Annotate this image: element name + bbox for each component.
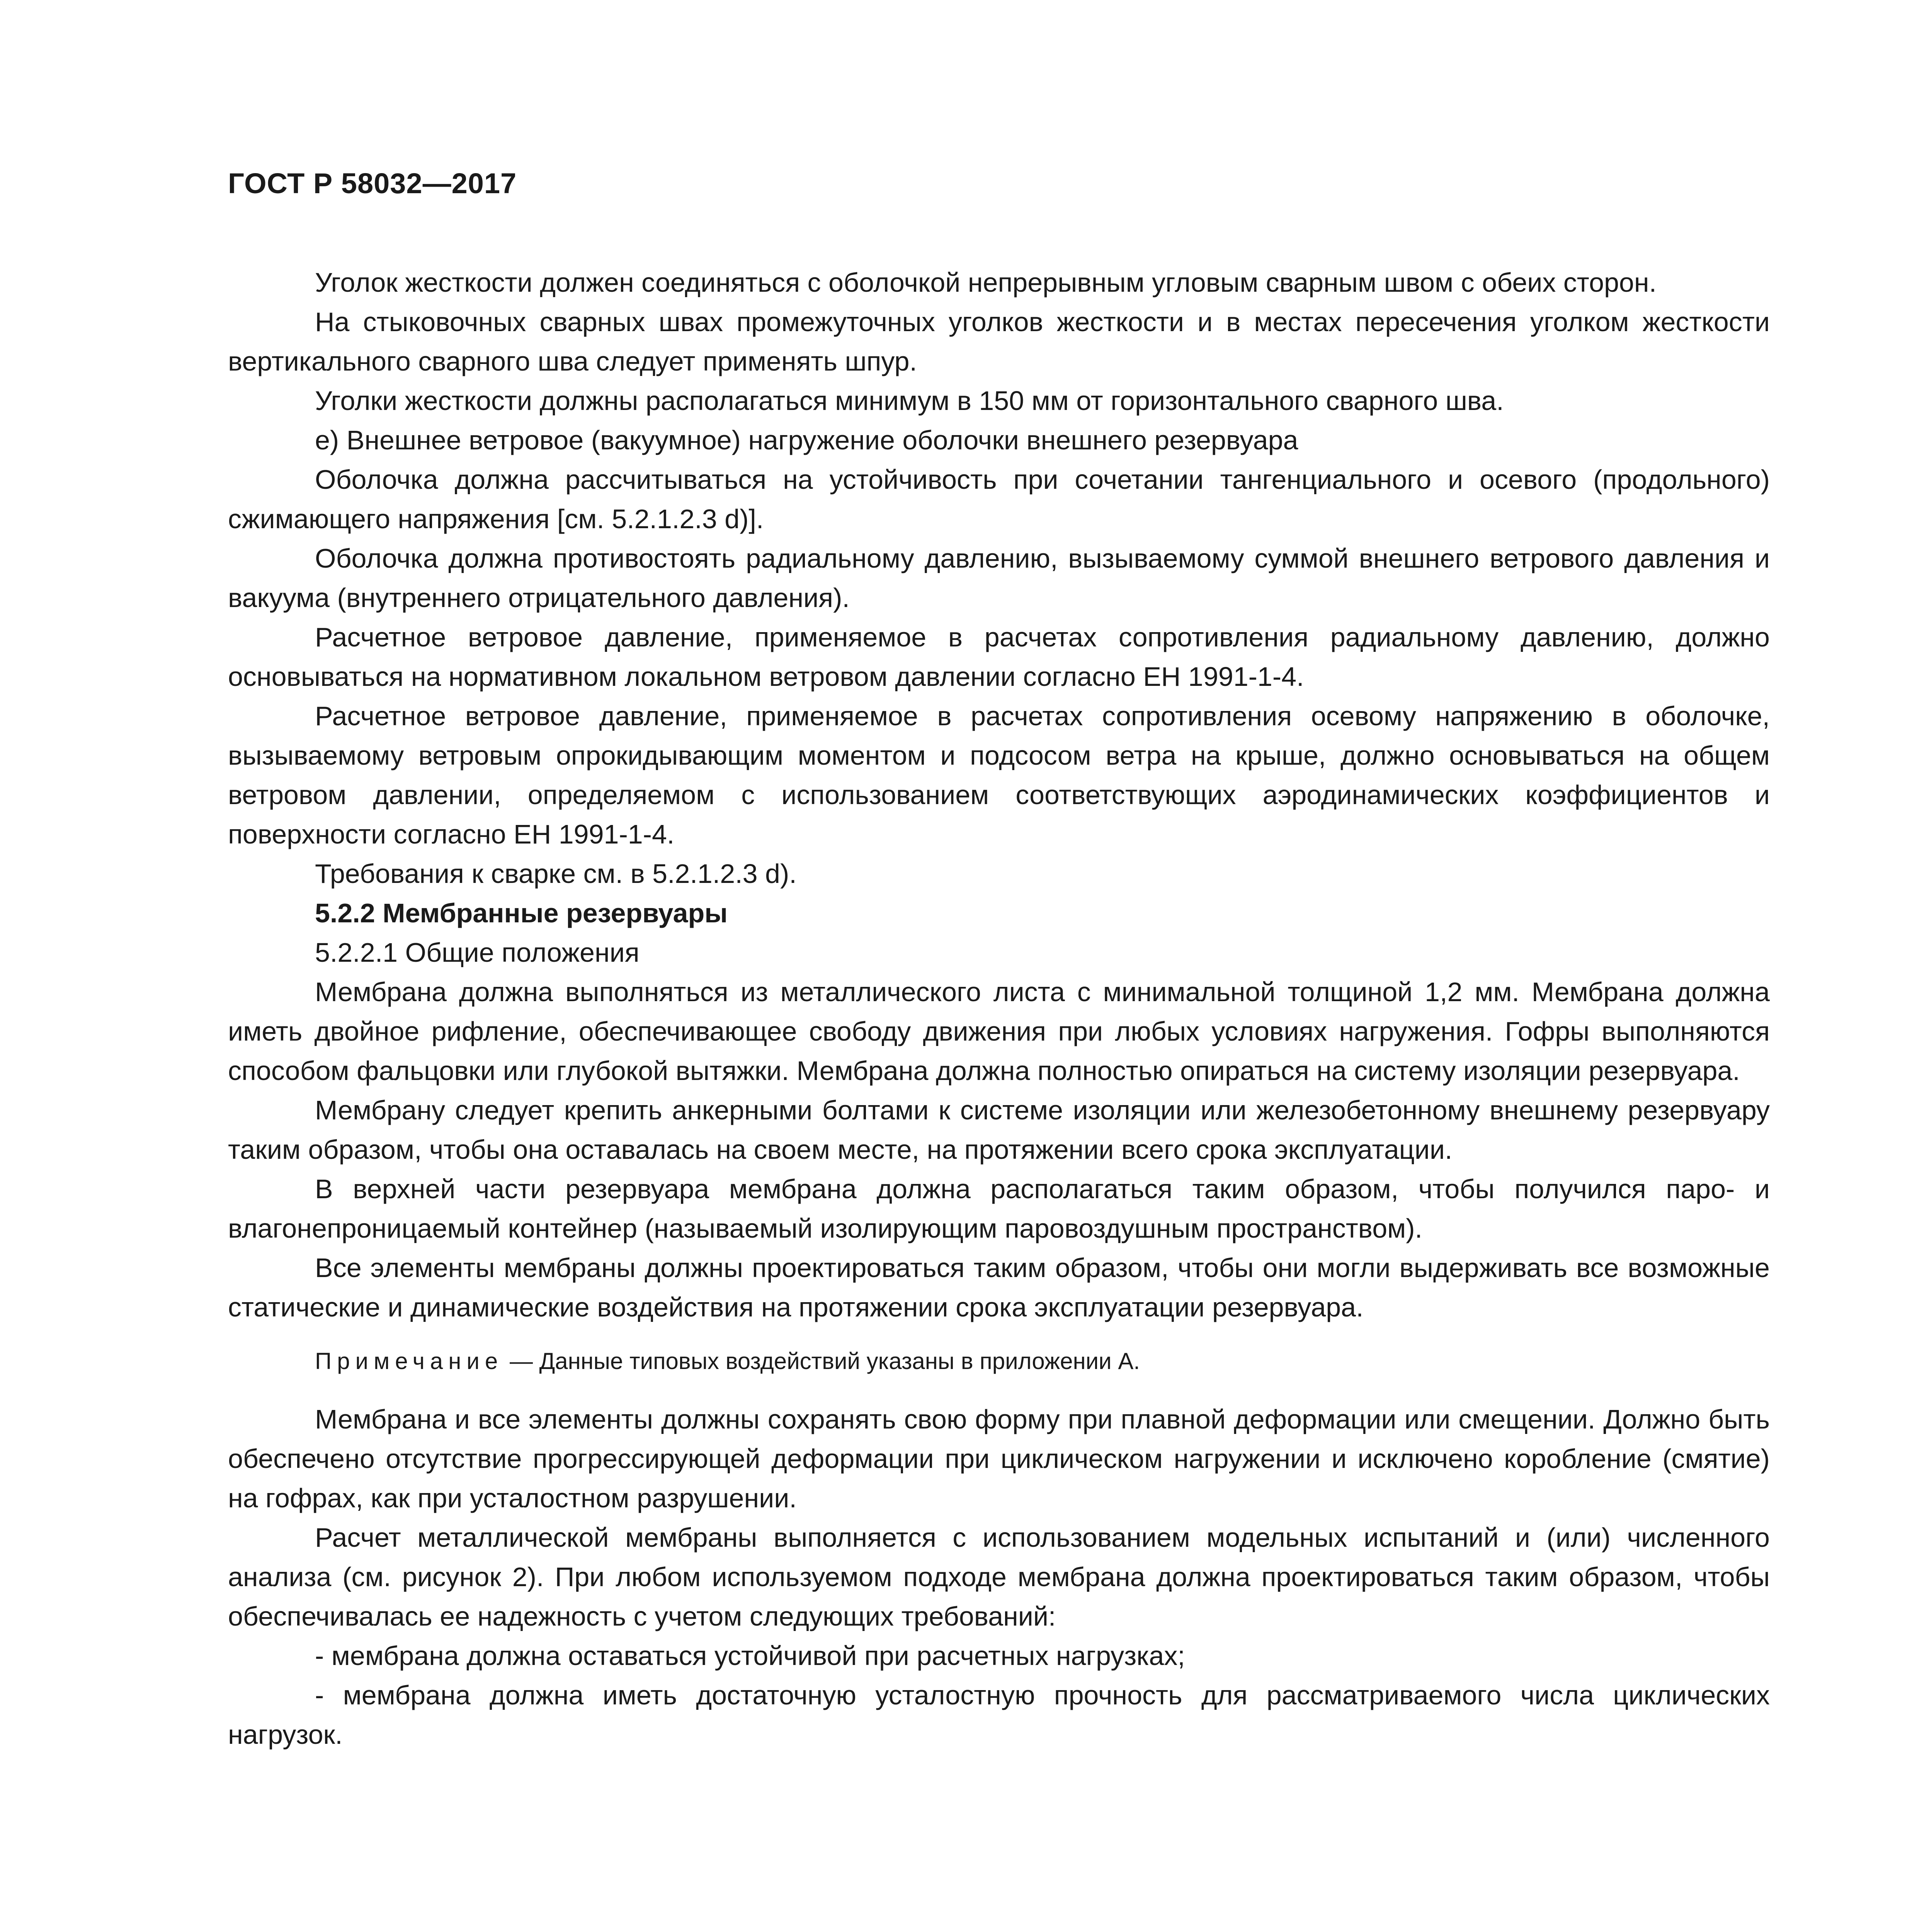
paragraph: Расчет металлической мембраны выполняется с использованием модельных испытаний и (или) численного анализа (см. рисунок 2). При любом используемом подходе мембрана должна проектироваться таким образом, чтобы обеспечивалась ее надежность с учетом следующих требований: — [228, 1522, 1770, 1631]
note — [228, 1342, 1770, 1381]
paragraph: В верхней части резервуара мембрана должна располагаться таким образом, чтобы получился паро- и влагонепроницаемый контейнер (называемый изолирующим паровоздушным пространством). — [228, 1174, 1770, 1243]
paragraph: Расчетное ветровое давление, применяемое в расчетах сопротивления радиальному давлению, должно основываться на нормативном локальном ветровом давлении согласно ЕН 1991-1-4. — [228, 622, 1770, 692]
list-item: - мембрана должна иметь достаточную усталостную прочность для рассматриваемого числа циклических нагрузок. — [228, 1680, 1770, 1750]
body-text — [228, 263, 1770, 1754]
paragraph: Оболочка должна противостоять радиальному давлению, вызываемому суммой внешнего ветрового давления и вакуума (внутреннего отрицательного давления). — [228, 543, 1770, 613]
note-text: — Данные типовых воздействий указаны в приложении А. — [503, 1348, 1140, 1374]
paragraph: Уголок жесткости должен соединяться с оболочкой непрерывным угловым сварным швом с обеих сторон. — [315, 267, 1657, 298]
section-heading: 5.2.2 Мембранные резервуары — [315, 898, 728, 928]
paragraph: Все элементы мембраны должны проектироваться таким образом, чтобы они могли выдерживать все возможные статические и динамические воздействия на протяжении срока эксплуатации резервуара. — [228, 1253, 1770, 1322]
paragraph: Оболочка должна рассчитываться на устойчивость при сочетании тангенциального и осевого (продольного) сжимающего напряжения [см. 5.2.1.2.3 d)]. — [228, 464, 1770, 534]
paragraph: Мембрану следует крепить анкерными болтами к системе изоляции или железобетонному внешнему резервуару таким образом, чтобы она оставалась на своем месте, на протяжении всего срока эксплуатации. — [228, 1095, 1770, 1165]
paragraph: Расчетное ветровое давление, применяемое в расчетах сопротивления осевому напряжению в оболочке, вызываемому ветровым опрокидывающим моментом и подсосом ветра на крыше, должно основываться на общем ветровом давлении, определяемом с использованием соответствующих аэродинамических коэффициентов и поверхности согласно ЕН 1991-1-4. — [228, 701, 1770, 849]
paragraph: е) Внешнее ветровое (вакуумное) нагружение оболочки внешнего резервуара — [315, 425, 1298, 455]
subsection-heading: 5.2.2.1 Общие положения — [315, 937, 640, 968]
paragraph: Требования к сварке см. в 5.2.1.2.3 d). — [315, 859, 797, 889]
paragraph: Уголки жесткости должны располагаться минимум в 150 мм от горизонтального сварного шва. — [315, 386, 1504, 416]
paragraph: Мембрана должна выполняться из металлического листа с минимальной толщиной 1,2 мм. Мембрана должна иметь двойное рифление, обеспечивающее свободу движения при любых условиях нагружения. Гофры выполняются способом фальцовки или глубокой вытяжки. Мембрана должна полностью опираться на систему изоляции резервуара. — [228, 977, 1770, 1086]
paragraph: Мембрана и все элементы должны сохранять свою форму при плавной деформации или смещении. Должно быть обеспечено отсутствие прогрессирующей деформации при циклическом нагружении и исключено коробление (смятие) на гофрах, как при усталостном разрушении. — [228, 1404, 1770, 1513]
list-item: - мембрана должна оставаться устойчивой при расчетных нагрузках; — [315, 1641, 1185, 1671]
document-header: ГОСТ Р 58032—2017 — [228, 167, 517, 199]
paragraph: На стыковочных сварных швах промежуточных уголков жесткости и в местах пересечения уголком жесткости вертикального сварного шва следует применять шпур. — [228, 307, 1770, 376]
note-label: Примечание — [315, 1348, 503, 1374]
